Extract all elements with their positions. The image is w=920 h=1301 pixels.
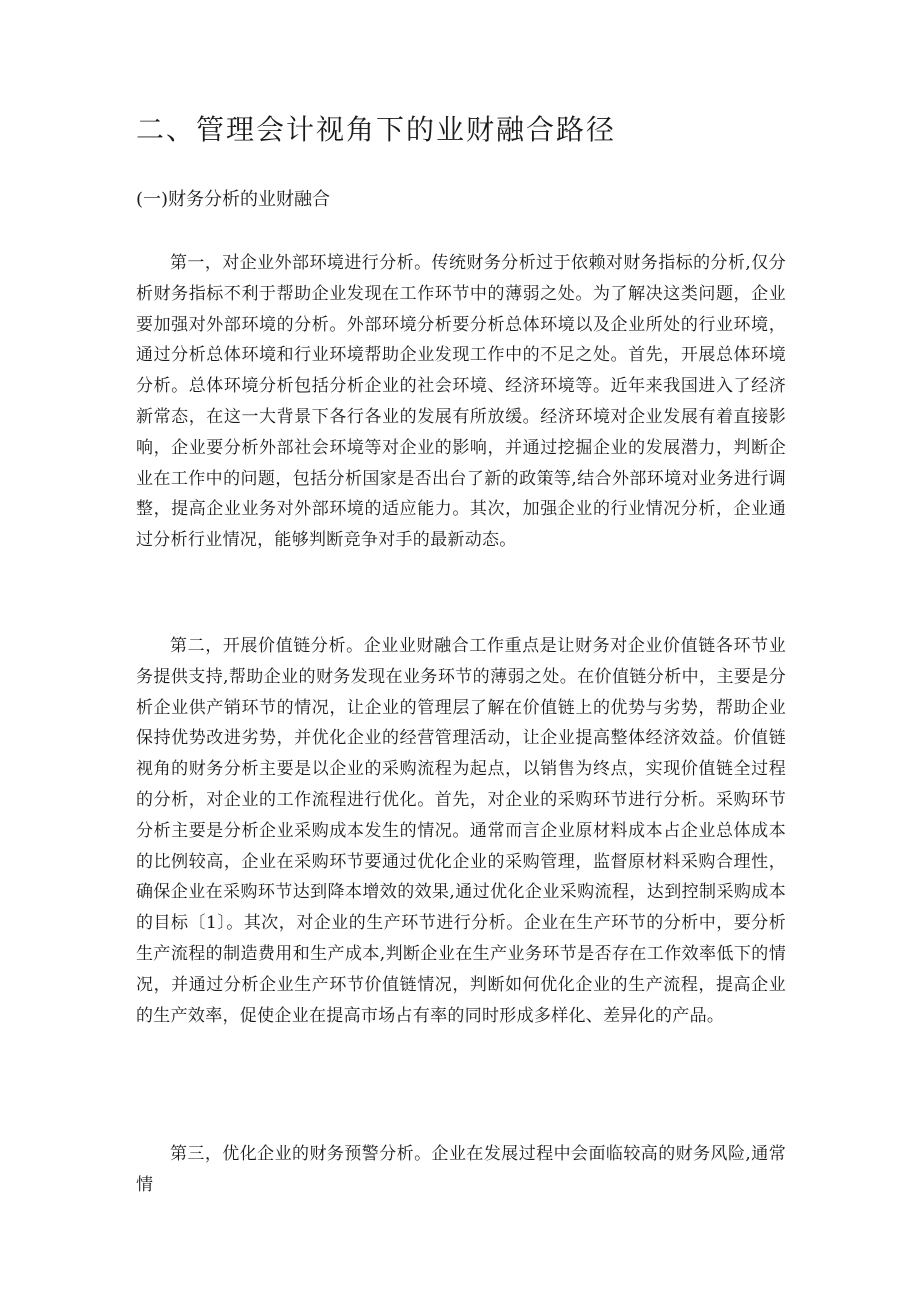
paragraph-external-environment: 第一，对企业外部环境进行分析。传统财务分析过于依赖对财务指标的分析,仅分析财务指标不利于帮助企业发现在工作环节中的薄弱之处。为了解决这类问题，企业要加强对外部环境的分析。外部环境分析要分析总体环境以及企业所处的行业环境，通过分析总体环境和行业环境帮助企业发现工作中的不足之处。首先，开展总体环境分析。总体环境分析包括分析企业的社会环境、经济环境等。近年来我国进入了经济新常态，在这一大背景下各行各业的发展有所放缓。经济环境对企业发展有着直接影响，企业要分析外部社会环境等对企业的影响，并通过挖掘企业的发展潜力，判断企业在工作中的问题，包括分析国家是否出台了新的政策等,结合外部环境对业务进行调整，提高企业业务对外部环境的适应能力。其次，加强企业的行业情况分析，企业通过分析行业情况，能够判断竞争对手的最新动态。 bbox=[136, 253, 786, 551]
subsection-title: (一)财务分析的业财融合 bbox=[136, 189, 331, 210]
paragraph-financial-warning: 第三，优化企业的财务预警分析。企业在发展过程中会面临较高的财务风险,通常情 bbox=[136, 1144, 786, 1195]
section-title: 二、管理会计视角下的业财融合路径 bbox=[136, 113, 617, 146]
paragraph-value-chain: 第二，开展价值链分析。企业业财融合工作重点是让财务对企业价值链各环节业务提供支持,帮助企业的财务发现在业务环节的薄弱之处。在价值链分析中，主要是分析企业供产销环节的情况，让企业的管理层了解在价值链上的优势与劣势，帮助企业保持优势改进劣势，并优化企业的经营管理活动，让企业提高整体经济效益。价值链视角的财务分析主要是以企业的采购流程为起点，以销售为终点，实现价值链全过程的分析，对企业的工作流程进行优化。首先，对企业的采购环节进行分析。采购环节分析主要是分析企业采购成本发生的情况。通常而言企业原材料成本占企业总体成本的比例较高，企业在采购环节要通过优化企业的采购管理，监督原材料采购合理性，确保企业在采购环节达到降本增效的效果,通过优化企业采购流程，达到控制采购成本的目标〔1〕。其次，对企业的生产环节进行分析。企业在生产环节的分析中，要分析生产流程的制造费用和生产成本,判断企业在生产业务环节是否存在工作效率低下的情况，并通过分析企业生产环节价值链情况，判断如何优化企业的生产流程，提高企业的生产效率，促使企业在提高市场占有率的同时形成多样化、差异化的产品。 bbox=[136, 636, 786, 1026]
